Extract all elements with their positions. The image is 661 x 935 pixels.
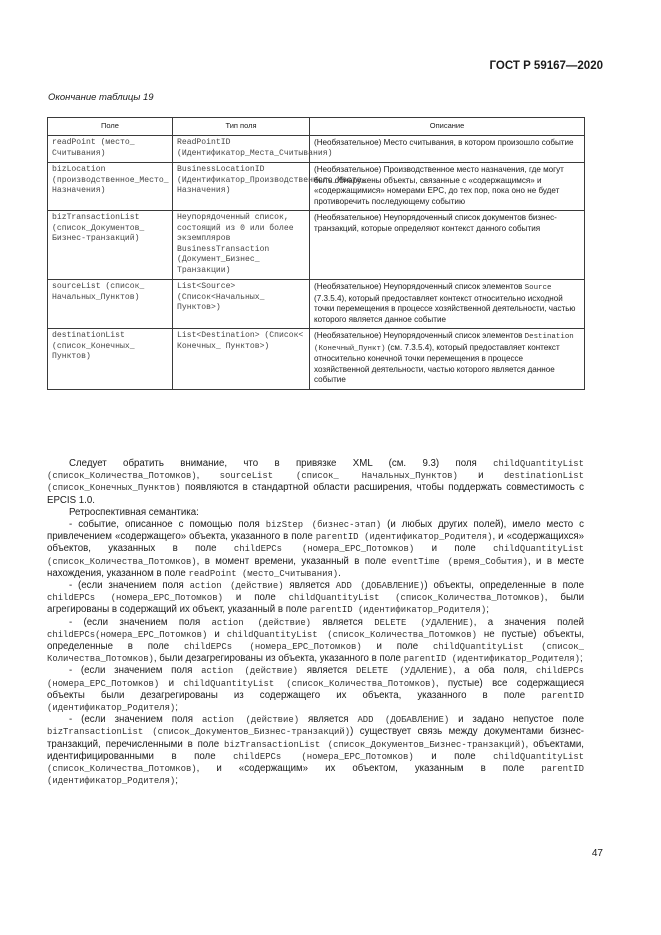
description-cell bbox=[310, 163, 585, 211]
text-run: . bbox=[338, 567, 341, 579]
code-term: ADD (ДОБАВЛЕНИЕ) bbox=[335, 581, 425, 592]
code-term: bizStep (бизнес-этап) bbox=[265, 520, 382, 531]
text-run: , объектами, идентифицированными в поле bbox=[47, 738, 584, 762]
document-header: ГОСТ Р 59167—2020 bbox=[489, 60, 603, 72]
field-cell: sourceList (список_ Начальных_Пунктов) bbox=[48, 280, 173, 329]
code-term: action (действие) bbox=[201, 666, 299, 677]
paragraph-note-xml-binding bbox=[47, 458, 584, 507]
code-term: bizTransactionList (список_Документов_Бизнес-транзакций) bbox=[47, 727, 351, 738]
code-term: DELETE (УДАЛЕНИЕ) bbox=[374, 617, 474, 628]
type-cell: Неупорядоченный список, состоящий из 0 или более экземпляров BusinessTransaction (Документ_Бизнес_ Транзакции) bbox=[173, 211, 310, 280]
text-run: и задано непустое поле bbox=[449, 714, 585, 726]
body-text bbox=[47, 458, 584, 787]
table-row bbox=[48, 280, 585, 329]
text-run: , были дезагрегированы из объекта, указанного в поле bbox=[153, 653, 404, 665]
code-term: parentID (идентификатор_Родителя) bbox=[47, 764, 584, 787]
text-run: и поле bbox=[361, 641, 433, 653]
text-run: - событие, описанное с помощью поля bbox=[69, 519, 266, 531]
paragraph-semantics-delete-nonempty bbox=[47, 617, 584, 666]
text-run: , bbox=[196, 470, 220, 482]
text-run: и bbox=[207, 628, 227, 640]
column-header-description: Описание bbox=[310, 118, 585, 136]
code-term: parentID (идентификатор_Родителя) bbox=[309, 605, 487, 616]
paragraph-semantics-biztransaction bbox=[47, 714, 584, 787]
paragraph-semantics-add bbox=[47, 580, 584, 617]
code-term: readPoint (место_Считывания) bbox=[188, 568, 339, 579]
text-run: и bbox=[457, 470, 504, 482]
code-term: childQuantityList (список_Количества_Потомков) bbox=[183, 678, 436, 689]
text-run: и поле bbox=[414, 543, 494, 555]
text-run: ) объекты, определенные в поле bbox=[424, 580, 585, 592]
text-run: и bbox=[159, 677, 184, 689]
code-term: destinationList (список_Конечных_Пунктов) bbox=[47, 471, 584, 494]
code-term: childEPCs(номера_EPC_Потомков) bbox=[47, 629, 208, 640]
text-run: - (если значением поля bbox=[69, 580, 190, 592]
text-run: , и «содержащихся» объектов, указанных в поле bbox=[47, 531, 584, 555]
code-term: sourceList (список_ Начальных_Пунктов) bbox=[219, 471, 458, 482]
text-run: , пустые) все содержащиеся объекты были дезагрегированы из содержащего их объекта, указанного в поле bbox=[47, 677, 584, 701]
code-term: bizTransactionList (список_Документов_Бизнес-транзакций) bbox=[224, 739, 526, 750]
type-cell: ReadPointID (Идентификатор_Места_Считывания) bbox=[173, 136, 310, 163]
field-cell: bizLocation (производственное_Место_ Назначения) bbox=[48, 163, 173, 211]
table-row bbox=[48, 136, 585, 163]
code-term: childQuantityList (список_Количества_Потомков) bbox=[226, 629, 477, 640]
column-header-field: Поле bbox=[48, 118, 173, 136]
field-cell: bizTransactionList (список_Документов_ Бизнес-транзакций) bbox=[48, 211, 173, 280]
code-term: parentID (идентификатор_Родителя) bbox=[315, 532, 493, 543]
code-term: parentID (идентификатор_Родителя) bbox=[403, 654, 580, 665]
table-row bbox=[48, 211, 585, 280]
text-run: , и в месте нахождения, указанном в поле bbox=[47, 555, 585, 579]
text-run: (Необязательное) Неупорядоченный список элементов bbox=[314, 282, 525, 291]
code-term: childEPCs (номера_EPC_Потомков) bbox=[233, 751, 414, 762]
text-run: (Необязательное) Неупорядоченный список документов бизнес-транзакций, которые определяют контекст данного события bbox=[314, 213, 557, 233]
type-cell: List<Source> (Список<Начальных_ Пунктов>) bbox=[173, 280, 310, 329]
code-term: childEPCs (номера_EPC_Потомков) bbox=[183, 642, 362, 653]
text-run: (Необязательное) Место считывания, в котором произошло событие bbox=[314, 138, 574, 147]
code-term: Destination (Конечный_Пункт) bbox=[314, 333, 574, 353]
text-run: является bbox=[299, 714, 358, 726]
page-number: 47 bbox=[591, 848, 603, 859]
type-cell: List<Destination> (Список< Конечных_ Пунктов>) bbox=[173, 329, 310, 390]
code-term: childQuantityList (список_Количества_Потомков) bbox=[47, 751, 585, 775]
code-term: childQuantityList (список_Количества_Потомков) bbox=[47, 544, 584, 567]
text-run: (Необязательное) Производственное место назначения, где могут быть обнаружены объекты, связанные с «содержащимся» и «содержащимися» номерами EPC, до тех пор, пока оно не будет противоречить последующему событию bbox=[314, 165, 564, 206]
field-cell: destinationList (список_Конечных_ Пунктов) bbox=[48, 329, 173, 390]
paragraph-semantics-delete-empty bbox=[47, 665, 584, 714]
paragraph-semantics-event bbox=[47, 519, 584, 580]
text-run: является bbox=[298, 665, 356, 677]
code-term: action (действие) bbox=[189, 581, 284, 592]
code-term: parentID (идентификатор_Родителя) bbox=[47, 690, 584, 714]
table-19 bbox=[47, 117, 585, 390]
text-run: , и «содержащим» их объектом, указанным в поле bbox=[196, 763, 542, 775]
code-term: childEPCs (номера_EPC_Потомков) bbox=[47, 593, 223, 604]
text-run: ; bbox=[579, 653, 583, 665]
text-run: (Необязательное) Неупорядоченный список элементов bbox=[314, 331, 525, 340]
table-caption: Окончание таблицы 19 bbox=[48, 92, 154, 103]
description-cell bbox=[310, 211, 585, 280]
text-run: Ретроспективная семантика: bbox=[69, 506, 199, 518]
text-run: является bbox=[311, 616, 375, 628]
text-run: - (если значением поля bbox=[69, 616, 212, 628]
type-cell: BusinessLocationID (Идентификатор_Производственного_Места_ Назначения) bbox=[173, 163, 310, 211]
text-run: не пустые) объекты, определенные в поле bbox=[47, 628, 585, 653]
text-run: - (если значением поля bbox=[69, 714, 202, 726]
text-run: ; bbox=[486, 604, 489, 616]
text-run: (7.3.5.4), который предоставляет контекст относительно исходной точки перемещения в процессе хозяйственной деятельности, частью которого является данное событие bbox=[314, 293, 576, 324]
code-term: eventTime (время_События) bbox=[391, 556, 528, 567]
text-run: , в момент времени, указанный в поле bbox=[196, 555, 392, 567]
text-run: , а значения полей bbox=[473, 616, 585, 628]
text-run: и поле bbox=[222, 592, 289, 604]
text-run: ; bbox=[175, 702, 178, 714]
text-run: является bbox=[283, 580, 336, 592]
code-term: childQuantityList (список_Количества_Потомков) bbox=[47, 459, 584, 482]
column-header-type: Тип поля bbox=[173, 118, 310, 136]
table-row bbox=[48, 329, 585, 390]
code-term: childEPCs (номера_EPC_Потомков) bbox=[47, 666, 585, 689]
field-cell: readPoint (место_ Считывания) bbox=[48, 136, 173, 163]
text-run: появляются в стандартной области расширения, чтобы поддержать совместимость с EPCIS 1.0. bbox=[47, 482, 584, 506]
text-run: и поле bbox=[413, 750, 494, 762]
code-term: ADD (ДОБАВЛЕНИЕ) bbox=[357, 715, 450, 726]
text-run: (см. 7.3.5.4), который предоставляет контекст относительно конечной точки перемещения в процессе хозяйственной деятельности, частью которого является данное событие bbox=[314, 342, 560, 384]
description-cell bbox=[310, 280, 585, 329]
description-cell bbox=[310, 136, 585, 163]
table-row bbox=[48, 163, 585, 211]
text-run: Следует обратить внимание, что в привязке XML (см. 9.3) поля bbox=[69, 458, 494, 469]
text-run: ) существует связь между документами бизнес-транзакций, перечисленными в поле bbox=[47, 726, 584, 750]
paragraph-retrospective-heading bbox=[47, 507, 584, 519]
text-run: - (если значением поля bbox=[69, 665, 202, 677]
code-term: childQuantityList (список_ Количества_Потомков) bbox=[47, 642, 585, 665]
text-run: , были агрегированы в содержащий их объект, указанный в поле bbox=[47, 592, 584, 616]
code-term: childEPCs (номера_EPC_Потомков) bbox=[233, 544, 415, 555]
text-run: (и любых других полей), имело место с привлечением «содержащего» объекта, указанного в поле bbox=[47, 519, 584, 543]
text-run: , а оба поля, bbox=[452, 665, 536, 677]
description-cell bbox=[310, 329, 585, 390]
table-header-row bbox=[48, 118, 585, 136]
code-term: action (действие) bbox=[201, 715, 300, 726]
code-term: action (действие) bbox=[211, 617, 312, 628]
text-run: ; bbox=[175, 775, 178, 787]
code-term: Source bbox=[524, 284, 552, 292]
code-term: childQuantityList (список_Количества_Потомков) bbox=[288, 593, 545, 604]
code-term: DELETE (УДАЛЕНИЕ) bbox=[356, 666, 453, 677]
